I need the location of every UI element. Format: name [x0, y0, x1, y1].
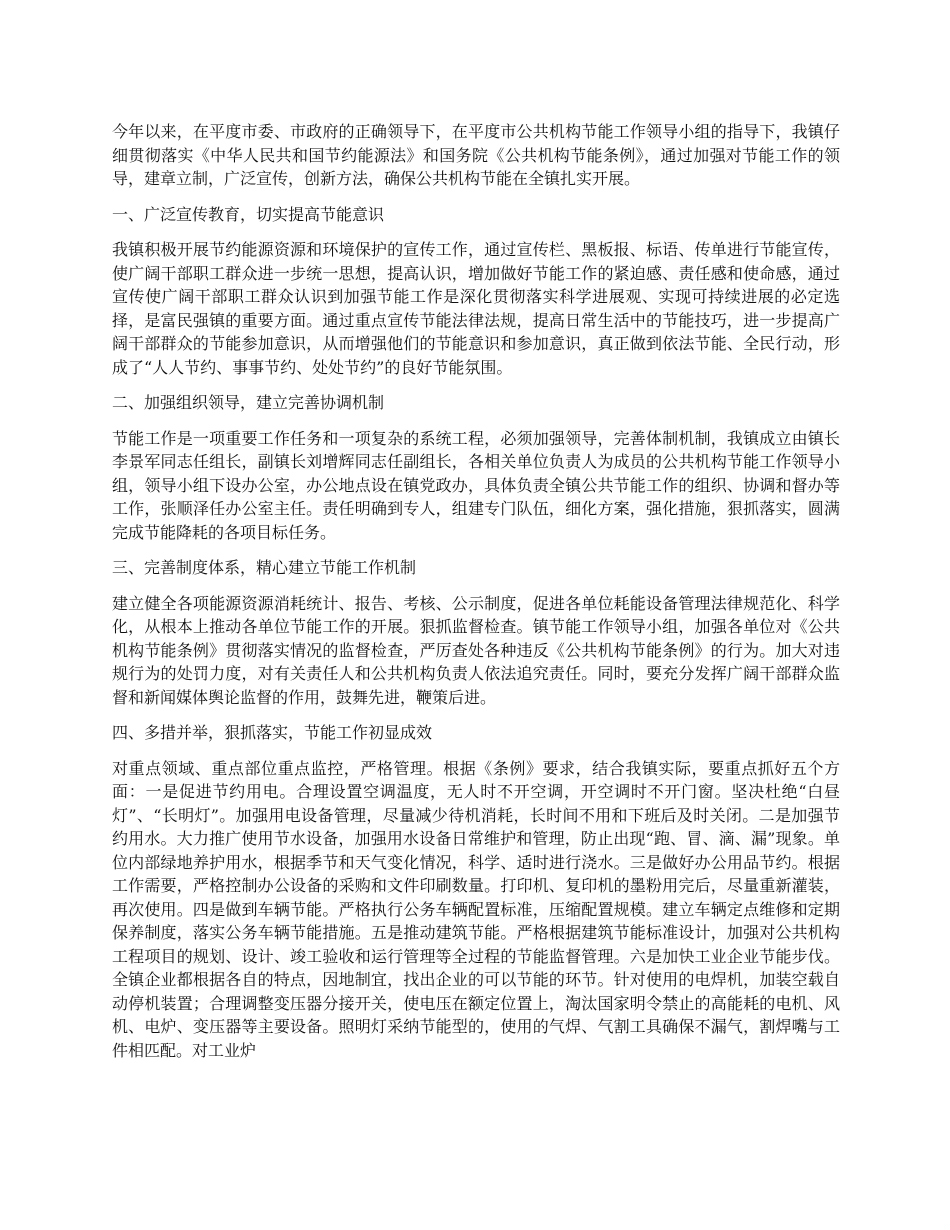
section-4-heading: 四、多措并举，狠抓落实，节能工作初显成效 [112, 723, 433, 742]
section-3-paragraph: 建立健全各项能源资源消耗统计、报告、考核、公示制度，促进各单位耗能设备管理法律规范化、科学化，从根本上推动各单位节能工作的开展。狠抓监督检查。镇节能工作领导小组，加强各单位对《公共机构节能条例》贯彻落实情况的监督检查，严厉查处各种违反《公共机构节能条例》的行为。加大对违规行为的处罚力度，对有关责任人和公共机构负责人依法追究责任。同时，要充分发挥广阔干部群众监督和新闻媒体舆论监督的作用，鼓舞先进，鞭策后进。 [112, 593, 840, 707]
document-page [112, 120, 840, 1074]
section-2-heading: 二、加强组织领导，建立完善协调机制 [112, 393, 385, 412]
intro-paragraph: 今年以来，在平度市委、市政府的正确领导下，在平度市公共机构节能工作领导小组的指导下，我镇仔细贯彻落实《中华人民共和国节约能源法》和国务院《公共机构节能条例》，通过加强对节能工作的领导，建章立制，广泛宣传，创新方法，确保公共机构节能在全镇扎实开展。 [112, 122, 840, 188]
section-3-heading: 三、完善制度体系，精心建立节能工作机制 [112, 558, 417, 577]
section-1-heading: 一、广泛宣传教育，切实提高节能意识 [112, 204, 385, 224]
section-1-paragraph: 我镇积极开展节约能源资源和环境保护的宣传工作，通过宣传栏、黑板报、标语、传单进行节能宣传，使广阔干部职工群众进一步统一思想，提高认识，增加做好节能工作的紧迫感、责任感和使命感，通过宣传使广阔干部职工群众认识到加强节能工作是深化贯彻落实科学进展观、实现可持续进展的必定选择，是富民强镇的重要方面。通过重点宣传节能法律法规，提高日常生活中的节能技巧，进一步提高广阔干部群众的节能参加意识，从而增强他们的节能意识和参加意识，真正做到依法节能、全民行动，形成了“人人节约、事事节约、处处节约”的良好节能氛围。 [112, 240, 840, 377]
section-4-paragraph: 对重点领域、重点部位重点监控，严格管理。根据《条例》要求，结合我镇实际，要重点抓好五个方面：一是促进节约用电。合理设置空调温度，无人时不开空调，开空调时不开门窗。坚决杜绝“白昼灯”、“长明灯”。加强用电设备管理，尽量减少待机消耗，长时间不用和下班后及时关闭。二是加强节约用水。大力推广使用节水设备，加强用水设备日常维护和管理，防止出现“跑、冒、滴、漏”现象。单位内部绿地养护用水，根据季节和天气变化情况，科学、适时进行浇水。三是做好办公用品节约。根据工作需要，严格控制办公设备的采购和文件印刷数量。打印机、复印机的墨粉用完后，尽量重新灌装，再次使用。四是做到车辆节能。严格执行公务车辆配置标准，压缩配置规模。建立车辆定点维修和定期保养制度，落实公务车辆节能措施。五是推动建筑节能。严格根据建筑节能标准设计，加强对公共机构工程项目的规划、设计、竣工验收和运行管理等全过程的节能监督管理。六是加快工业企业节能步伐。全镇企业都根据各自的特点，因地制宜，找出企业的可以节能的环节。针对使用的电焊机，加装空载自动停机装置；合理调整变压器分接开关，使电压在额定位置上，淘汰国家明令禁止的高能耗的电机、风机、电炉、变压器等主要设备。照明灯采纳节能型的，使用的气焊、气割工具确保不漏气，割焊嘴与工件相匹配。对工业炉 [112, 758, 840, 1060]
section-2-paragraph: 节能工作是一项重要工作任务和一项复杂的系统工程，必须加强领导，完善体制机制，我镇成立由镇长李景军同志任组长，副镇长刘增辉同志任副组长，各相关单位负责人为成员的公共机构节能工作领导小组，领导小组下设办公室，办公地点设在镇党政办，具体负责全镇公共节能工作的组织、协调和督办等工作，张顺泽任办公室主任。责任明确到专人，组建专门队伍，细化方案，强化措施，狠抓落实，圆满完成节能降耗的各项目标任务。 [112, 428, 840, 542]
